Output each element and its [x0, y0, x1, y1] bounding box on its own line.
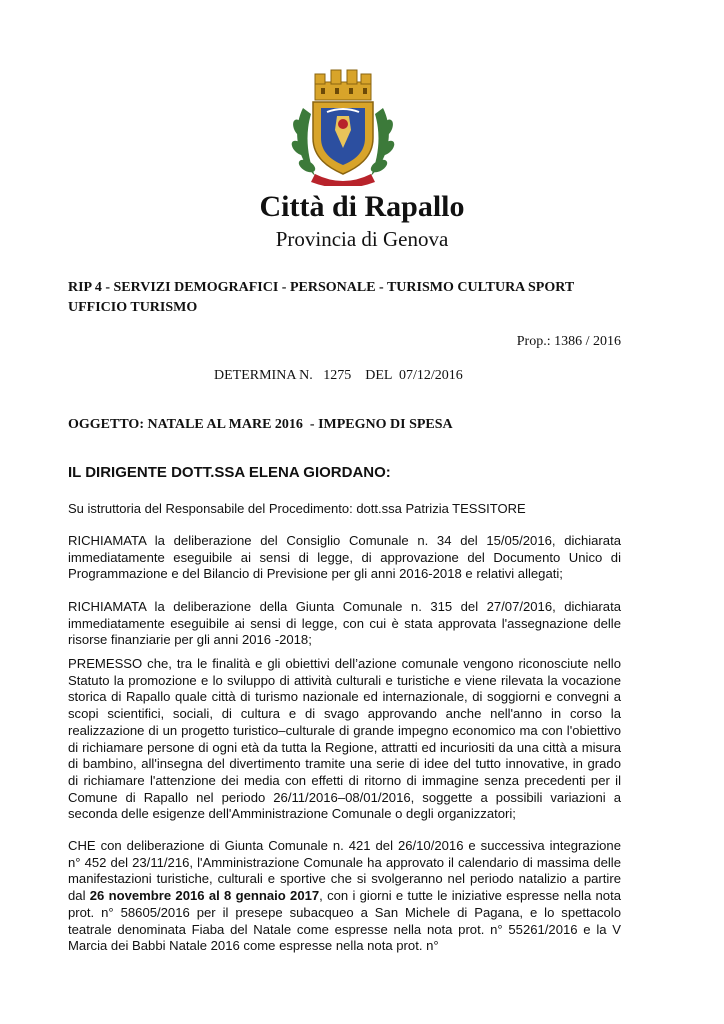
proposal-number: Prop.: 1386 / 2016 — [516, 334, 621, 349]
istruttoria-line: Su istruttoria del Responsabile del Procedimento: dott.ssa Patrizia TESSITORE — [68, 501, 526, 516]
coat-of-arms-icon — [285, 68, 401, 186]
subject-heading: OGGETTO: NATALE AL MARE 2016 - IMPEGNO DI SPESA — [68, 417, 453, 432]
director-heading: IL DIRIGENTE DOTT.SSA ELENA GIORDANO: — [68, 464, 391, 481]
paragraph-premesso: PREMESSO che, tra le finalità e gli obiettivi dell’azione comunale vengono riconosciute nello Statuto la promozione e lo sviluppo di attività culturali e turistiche e viene rilevata la vocazione storica di Rapallo quale città di turismo nazionale ed internazionale, di soggiorni e convegni a scopi scientifici, sociali, di cultura e di svago approvando anche nell'anno in corso la realizzazione di un progetto turistico–culturale di grande impegno economico ma con l'obiettivo di richiamare persone di ogni età da tutta la Regione, attratti ed incuriositi da una città a misura di bambino, all'insegna del divertimento tramite una serie di idee del tutto innovative, in grado di richiamare l'attenzione dei media con effetti di ritorno di immagine senza precedenti per il Comune di Rapallo nel periodo 26/11/2016–08/01/2016, soggette a possibili variazioni a seconda delle esigenze dell'Amministrazione Comunale o degli organizzatori; — [68, 656, 621, 822]
paragraph-che-text-start: CHE con deliberazione di Giunta Comunale n. 421 del 26/10/2016 e successiva integrazione n° 452 del 23/11/216, l'Amministrazione Comunale ha approvato il calendario di massima delle manifestazioni turistiche, culturali e sportive che si svolgeranno nel periodo natalizio a partire dal — [68, 838, 621, 904]
province-subtitle: Provincia di Genova — [275, 227, 449, 251]
paragraph-che-text-end: , con i giorni e tutte le iniziative espresse nella nota prot. n° 58605/2016 per il presepe subacqueo a San Michele di Pagana, e lo spettacolo teatrale denominata Fiaba del Natale come espresse nella nota prot. n° 55261/2016 e la V Marcia dei Babbi Natale 2016 come espresse nella nota prot. n° — [68, 888, 621, 954]
paragraph-che — [68, 838, 621, 955]
city-title: Città di Rapallo — [259, 190, 465, 223]
paragraph-che-dates: 26 novembre 2016 al 8 gennaio 2017 — [89, 888, 320, 904]
office-heading: UFFICIO TURISMO — [68, 300, 198, 315]
department-heading: RIP 4 - SERVIZI DEMOGRAFICI - PERSONALE - TURISMO CULTURA SPORT — [68, 280, 575, 295]
paragraph-richiamata-giunta: RICHIAMATA la deliberazione della Giunta Comunale n. 315 del 27/07/2016, dichiarata immediatamente eseguibile ai sensi di legge, con cui è stata approvata l'assegnazione delle risorse finanziarie per gli anni 2016 -2018; — [68, 599, 621, 648]
determina-line: DETERMINA N. 1275 DEL 07/12/2016 — [214, 368, 463, 383]
paragraph-richiamata-consiglio: RICHIAMATA la deliberazione del Consiglio Comunale n. 34 del 15/05/2016, dichiarata immediatamente eseguibile ai sensi di legge, di approvazione del Documento Unico di Programmazione e del Bilancio di Previsione per gli anni 2016-2018 e relativi allegati; — [68, 533, 621, 582]
